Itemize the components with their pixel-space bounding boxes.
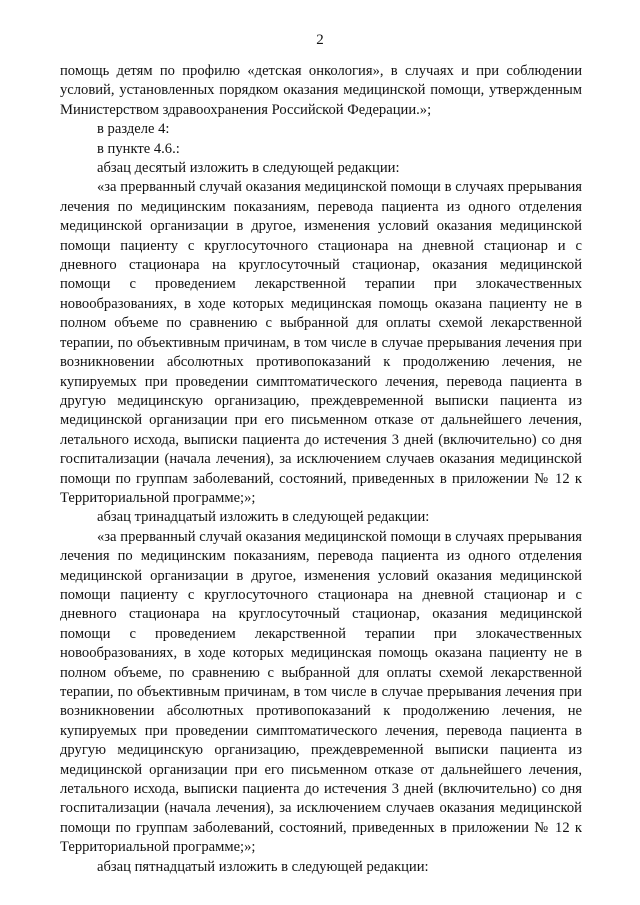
document-body bbox=[60, 62, 582, 877]
page-number: 2 bbox=[316, 32, 324, 48]
paragraph: абзац пятнадцатый изложить в следующей редакции: bbox=[97, 858, 429, 875]
paragraph: в пункте 4.6.: bbox=[97, 140, 180, 157]
quoted-paragraph: «за прерванный случай оказания медицинской помощи в случаях прерывания лечения по медицинским показаниям, перевода пациента из одного отделения медицинской организации в другое, изменения условий оказания медицинской помощи пациенту с круглосуточного стационара на дневной стационар и с дневного стационара на круглосуточный стационар, оказания медицинской помощи с проведением лекарственной терапии при злокачественных новообразованиях, в ходе которых медицинская помощь оказана пациенту не в полном объеме по сравнению с выбранной для оплаты схемой лекарственной терапии, по объективным причинам, в том числе в случае прерывания лечения при возникновении абсолютных противопоказаний к продолжению лечения, не купируемых при проведении симптоматического лечения, перевода пациента в другую медицинскую организацию, преждевременной выписки пациента из медицинской организации при его письменном отказе от дальнейшего лечения, летального исхода, выписки пациента до истечения 3 дней (включительно) со дня госпитализации (начала лечения), за исключением случаев оказания медицинской помощи по группам заболеваний, состояний, приведенных в приложении № 12 к Территориальной программе;»; bbox=[60, 179, 582, 506]
paragraph: помощь детям по профилю «детская онкология», в случаях и при соблюдении условий, установленных порядком оказания медицинской помощи, утвержденным Министерством здравоохранения Российской Федерации.»; bbox=[60, 63, 582, 118]
paragraph: абзац десятый изложить в следующей редакции: bbox=[97, 160, 400, 177]
paragraph: абзац тринадцатый изложить в следующей редакции: bbox=[97, 509, 430, 526]
quoted-paragraph: «за прерванный случай оказания медицинской помощи в случаях прерывания лечения по медицинским показаниям, перевода пациента из одного отделения медицинской организации в другое, изменения условий оказания медицинской помощи пациенту с круглосуточного стационара на дневной стационар и с дневного стационара на круглосуточный стационар, оказания медицинской помощи с проведением лекарственной терапии при злокачественных новообразованиях, в ходе которых медицинская помощь оказана пациенту не в полном объеме, по сравнению с выбранной для оплаты схемой лекарственной терапии, по объективным причинам, в том числе в случае прерывания лечения при возникновении абсолютных противопоказаний к продолжению лечения, не купируемых при проведении симптоматического лечения, перевода пациента в другую медицинскую организацию, преждевременной выписки пациента из медицинской организации при его письменном отказе от дальнейшего лечения, летального исхода, выписки пациента до истечения 3 дней (включительно) со дня госпитализации (начала лечения), за исключением случаев оказания медицинской помощи по группам заболеваний, состояний, приведенных в приложении № 12 к Территориальной программе;»; bbox=[60, 528, 582, 856]
paragraph: в разделе 4: bbox=[97, 121, 170, 138]
